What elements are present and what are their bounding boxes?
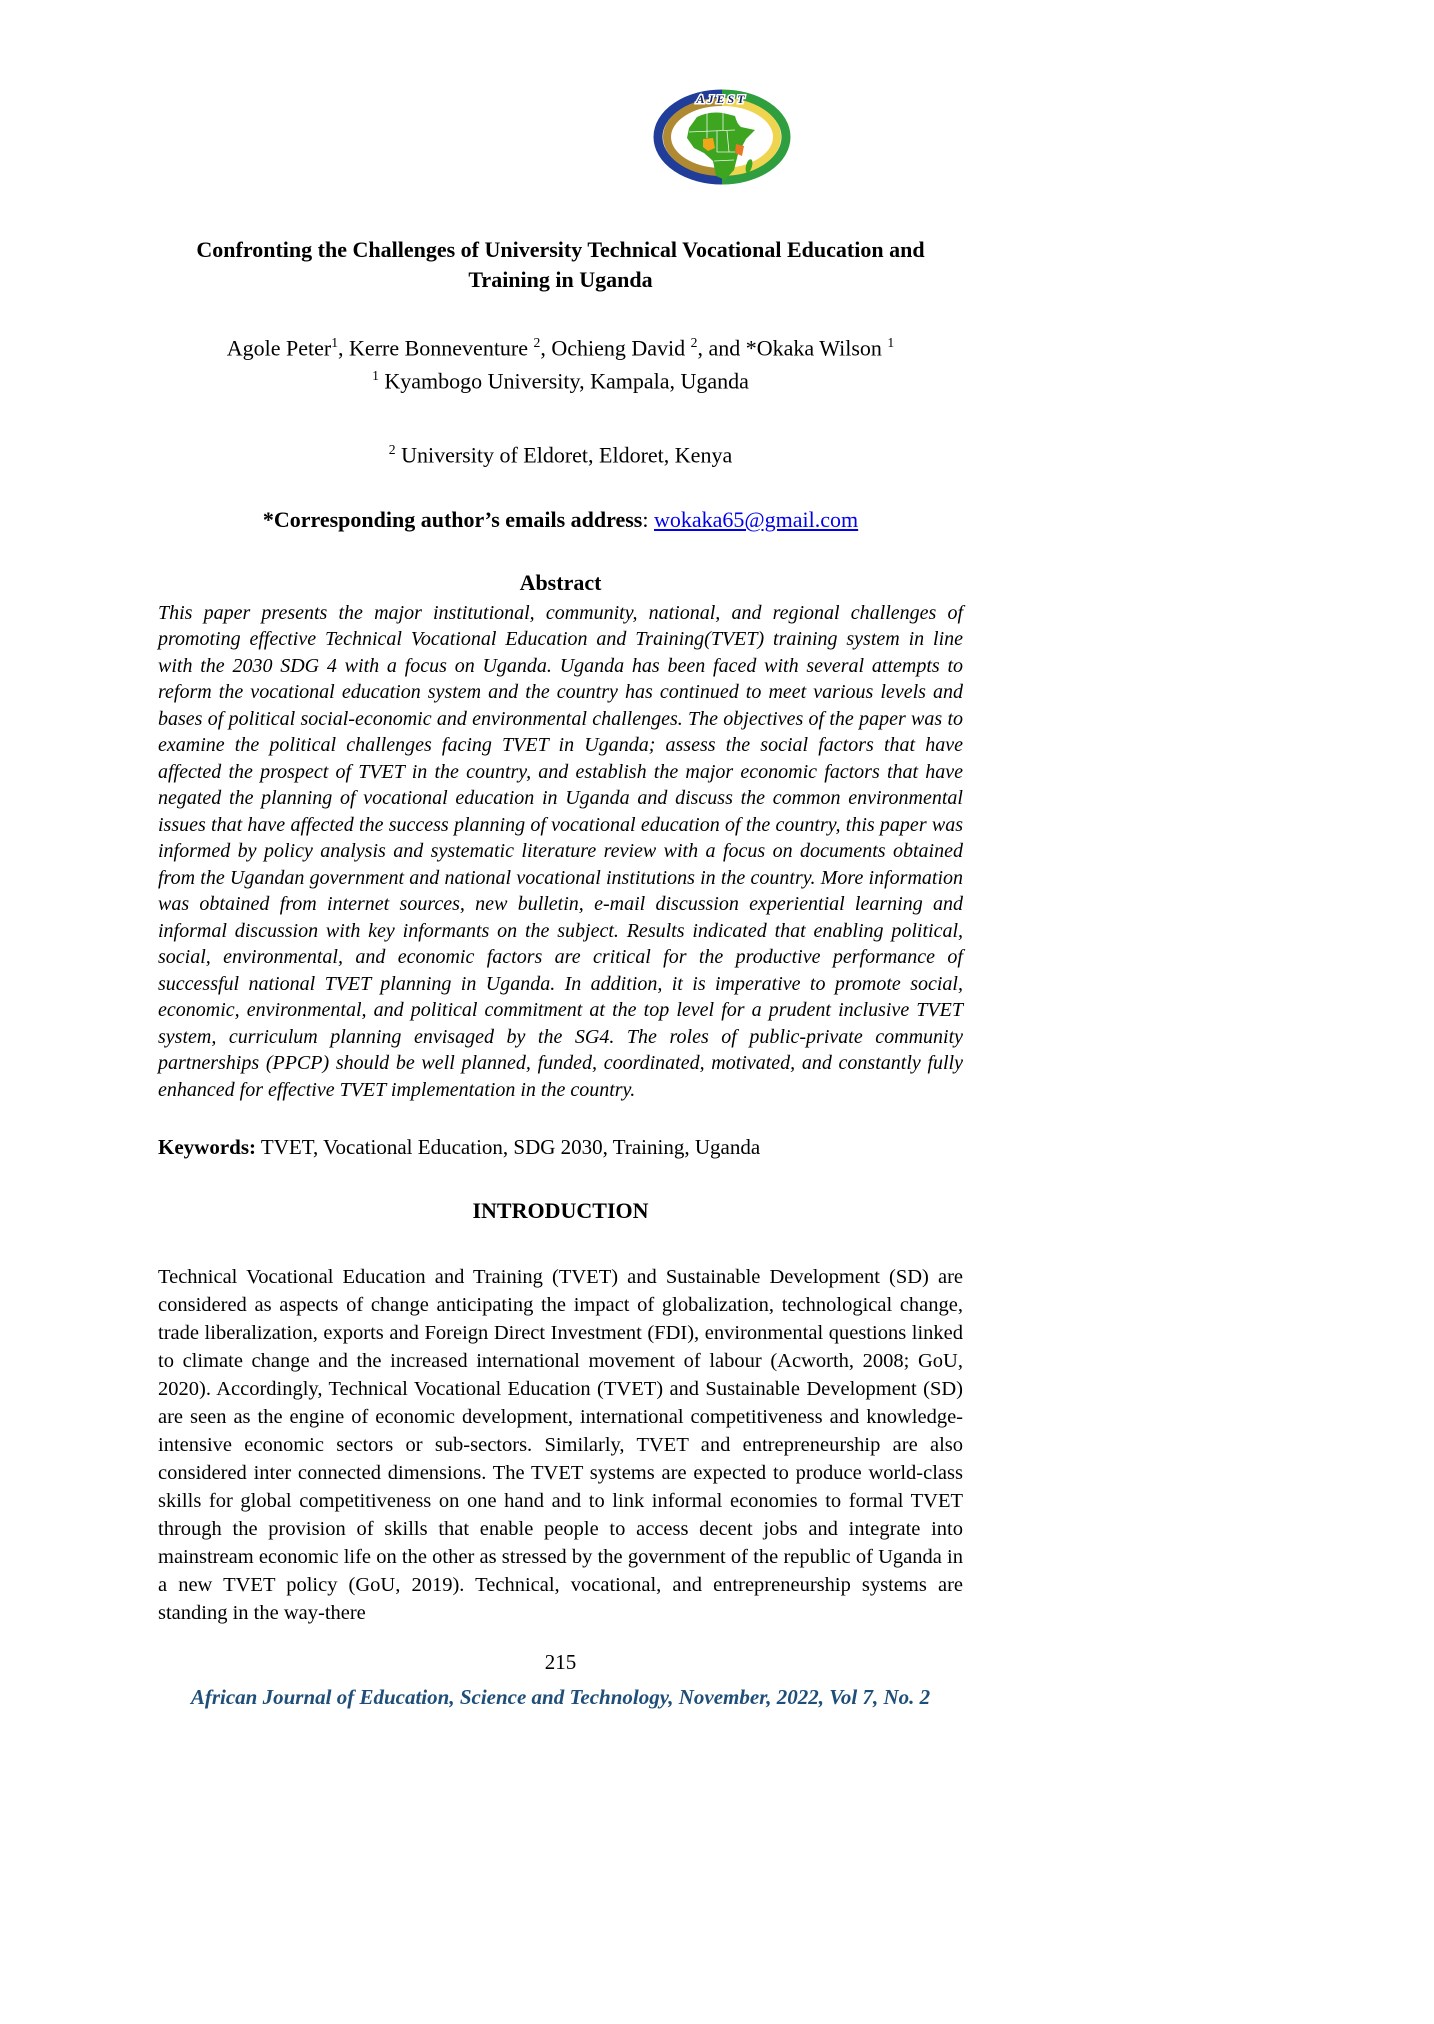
logo-acronym: AJEST [695, 92, 748, 106]
affiliation-2: $^2$ University of Eldoret, Eldoret, Kenya [388, 441, 733, 467]
corresponding-author-label: *Corresponding author’s emails address [262, 506, 643, 532]
keywords-value: TVET, Vocational Education, SDG 2030, Training, Uganda [260, 1135, 761, 1160]
authors-line: Agole Peter$^1$, Kerre Bonneventure $^2$, Ochieng David $^2$, and *Okaka Wilson $^1$ [226, 335, 895, 361]
keywords-label: Keywords: [158, 1135, 256, 1160]
affiliation-1: $^1$ Kyambogo University, Kampala, Uganda [372, 368, 749, 394]
page-number: 215 [544, 1650, 577, 1675]
journal-logo-icon [637, 86, 807, 186]
introduction-heading: INTRODUCTION [472, 1198, 649, 1224]
journal-footer: African Journal of Education, Science and Technology, November, 2022, Vol 7, No. 2 [190, 1685, 931, 1710]
keywords-line [158, 1133, 963, 1161]
corresponding-author-separator: : [642, 506, 654, 532]
corresponding-author-line [158, 505, 963, 535]
paper-title-line-2: Training in Uganda [468, 267, 653, 292]
abstract-heading: Abstract [519, 569, 602, 595]
email-link[interactable]: wokaka65@gmail.com [654, 506, 859, 532]
journal-logo [637, 86, 807, 191]
page-header [158, 86, 963, 191]
abstract-body: This paper presents the major institutional, community, national, and regional challenges of promoting effective Technical Vocational Education and Training(TVET) training system in line with the 2030 SDG 4 with a focus on Uganda. Uganda has been faced with several attempts to reform the vocational education system and the country has continued to meet various levels and bases of political social-economic and environmental challenges. The objectives of the paper was to examine the political challenges facing TVET in Uganda; assess the social factors that have affected the prospect of TVET in the country, and establish the major economic factors that have negated the planning of vocational education in Uganda and discuss the common environmental issues that have affected the success planning of vocational education of the country, this paper was informed by policy analysis and systematic literature review with a focus on documents obtained from the Ugandan government and national vocational institutions in the country. More information was obtained from internet sources, new bulletin, e-mail discussion experiential learning and informal discussion with key informants on the subject. Results indicated that enabling political, social, environmental, and economic factors are critical for the productive performance of successful national TVET planning in Uganda. In addition, it is imperative to promote social, economic, environmental, and political commitment at the top level for a prudent inclusive TVET system, curriculum planning envisaged by the SG4. The roles of public-private community partnerships (PPCP) should be well planned, funded, coordinated, motivated, and constantly fully enhanced for effective TVET implementation in the country. [158, 601, 963, 1101]
introduction-body: Technical Vocational Education and Training (TVET) and Sustainable Development (SD) are considered as aspects of change anticipating the impact of globalization, technological change, trade liberalization, exports and Foreign Direct Investment (FDI), environmental questions linked to climate change and the increased international movement of labour (Acworth, 2008; GoU, 2020). Accordingly, Technical Vocational Education (TVET) and Sustainable Development (SD) are seen as the engine of economic development, international competitiveness and knowledge-intensive economic sectors or sub-sectors. Similarly, TVET and entrepreneurship are also considered inter connected dimensions. The TVET systems are expected to produce world-class skills for global competitiveness on one hand and to link informal economies to formal TVET through the provision of skills that enable people to access decent jobs and integrate into mainstream economic life on the other as stressed by the government of the republic of Uganda in a new TVET policy (GoU, 2019). Technical, vocational, and entrepreneurship systems are standing in the way-there [158, 1266, 963, 1625]
paper-title [158, 235, 963, 295]
paper-title-line-1: Confronting the Challenges of University Technical Vocational Education and [196, 237, 925, 262]
